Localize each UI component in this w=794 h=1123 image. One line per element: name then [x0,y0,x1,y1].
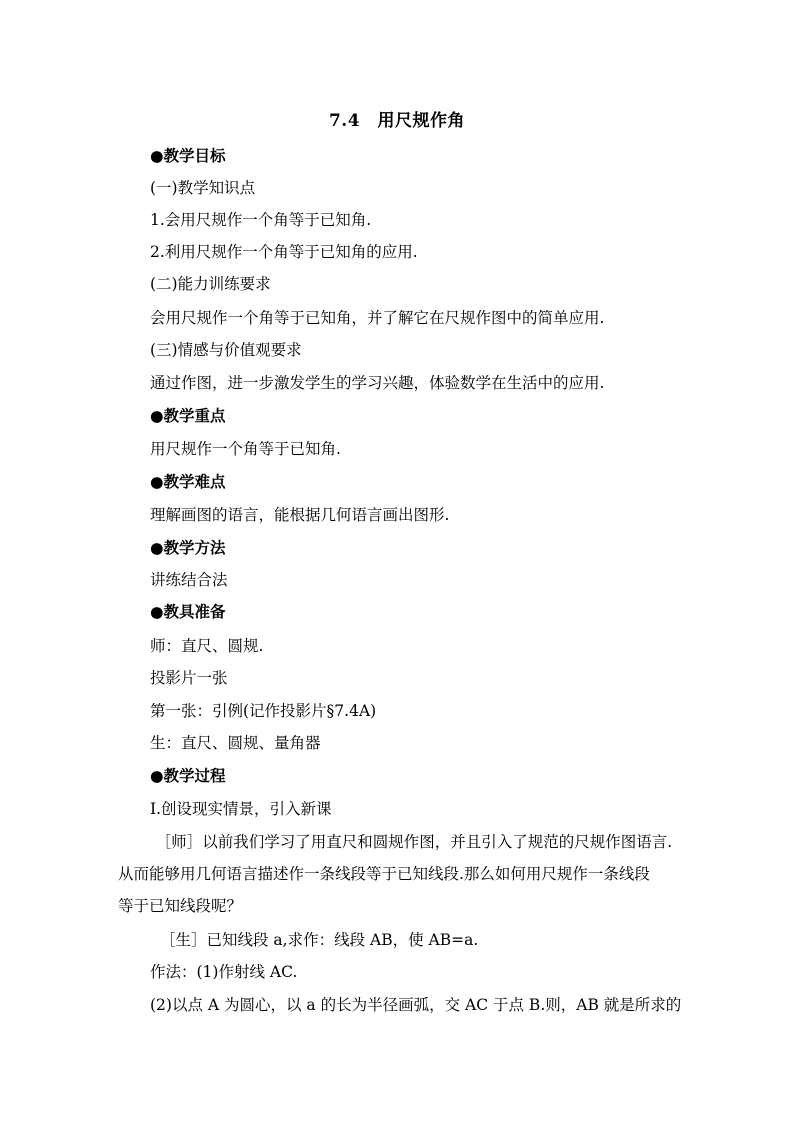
heading-teaching-focus: ●教学重点 [150,406,226,425]
process-step-1-title: Ⅰ.创设现实情景，引入新课 [150,800,332,818]
heading-teaching-process: ●教学过程 [150,766,226,785]
values-text: 通过作图，进一步激发学生的学习兴趣，体验数学在生活中的应用. [150,374,605,392]
heading-teaching-goals: ●教学目标 [150,146,226,165]
teaching-focus-text: 用尺规作一个角等于已知角. [150,440,341,458]
heading-teaching-method: ●教学方法 [150,538,226,557]
paragraph-line-2: 从而能够用几何语言描述作一条线段等于已知线段.那么如何用尺规作一条线段 [118,865,650,883]
knowledge-point-2: 2.利用尺规作一个角等于已知角的应用. [150,243,418,261]
teacher-tools: 师：直尺、圆规. [150,637,264,655]
subheading-ability-training: (二)能力训练要求 [150,275,271,293]
projection-count: 投影片一张 [150,669,228,687]
student-tools: 生：直尺、圆规、量角器 [150,734,321,752]
heading-teaching-difficulty: ●教学难点 [150,472,226,491]
method-step-2: (2)以点 A 为圆心，以 a 的长为半径画弧，交 AC 于点 B.则，AB 就是所求的 [150,996,682,1014]
paragraph-line-3: 等于已知线段呢？ [118,897,243,915]
knowledge-point-1: 1.会用尺规作一个角等于已知角. [150,211,372,229]
ability-training-text: 会用尺规作一个角等于已知角，并了解它在尺规作图中的简单应用. [150,309,605,327]
projection-first: 第一张：引例(记作投影片§7.4A) [150,702,377,720]
subheading-knowledge-points: (一)教学知识点 [150,179,256,197]
heading-teaching-aids: ●教具准备 [150,602,226,621]
teaching-difficulty-text: 理解画图的语言，能根据几何语言画出图形. [150,506,450,524]
page-title: 7.4 用尺规作角 [328,111,466,131]
paragraph-line-1: ［师］以前我们学习了用直尺和圆规作图，并且引入了规范的尺规作图语言. [148,833,673,851]
method-step-1: 作法：(1)作射线 AC. [150,963,298,981]
student-response: ［生］已知线段 a,求作：线段 AB，使 AB=a. [160,931,479,949]
subheading-values: (三)情感与价值观要求 [150,341,302,359]
teaching-method-text: 讲练结合法 [150,571,228,589]
